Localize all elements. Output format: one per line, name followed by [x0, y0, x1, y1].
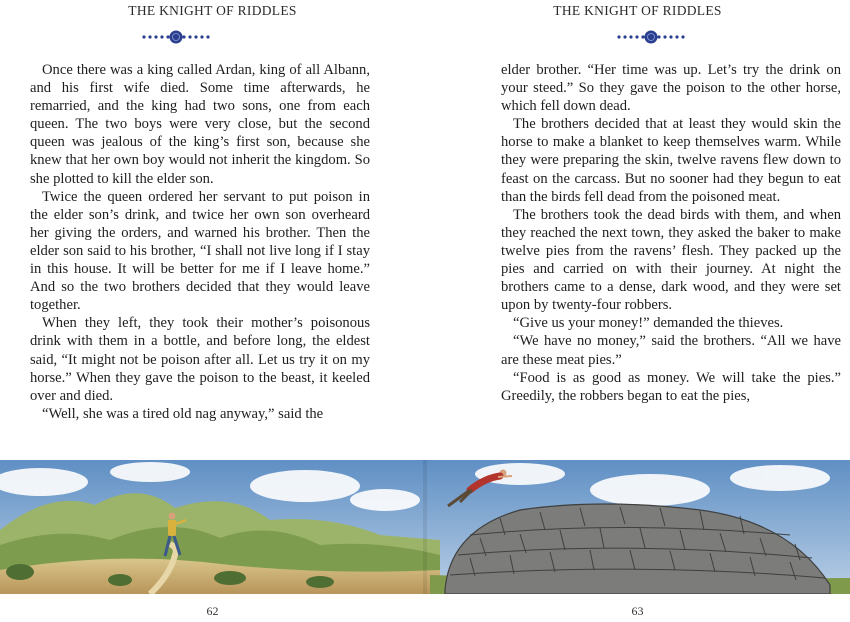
paragraph: The brothers took the dead birds with them, and when they reached the next town, they asked the baker to make twelve pies from the ravens’ flesh. They packed up the pies and carried on with their journey. At night the brothers came to a dense, dark wood, and they were set upon by twenty-four robbers. [501, 206, 841, 314]
running-head-left: THE KNIGHT OF RIDDLES [128, 3, 297, 18]
page-number-right: 63 [631, 604, 644, 618]
paragraph: elder brother. “Her time was up. Let’s try the drink on your steed.” So they gave the poison to the other horse, which fell down dead. [501, 62, 841, 115]
landscape-illustration [0, 460, 850, 594]
paragraph: The brothers decided that at least they would skin the horse to make a blanket to keep themselves warm. While they were preparing the skin, twelve ravens flew down to feast on the carcass. But no sooner had they begun to eat than the birds fell dead from the poisoned meat. [501, 116, 841, 205]
ornament-left [0, 28, 425, 46]
running-head-right: THE KNIGHT OF RIDDLES [553, 3, 722, 18]
right-text-block [501, 61, 841, 405]
paragraph: “Give us your money!” demanded the thieves. [513, 315, 784, 332]
paragraph: “Food is as good as money. We will take the pies.” Greedily, the robbers began to eat the pies, [501, 369, 841, 404]
page-number-left: 62 [206, 604, 219, 618]
ornament-right [425, 28, 850, 46]
paragraph: Twice the queen ordered her servant to put poison in the elder son’s drink, and twice her own son overheard her giving the orders, and warned his brother. Then the elder son said to his brother, “I shall not live long if I stay in this house. It will be better for me if I leave home.” And so the two brothers decided that they would leave together. [30, 188, 370, 314]
paragraph: Once there was a king called Ardan, king of all Albann, and his first wife died. Some time afterwards, he remarried, and the king had two sons, one from each queen. The two boys were very close, but the second queen was jealous of the king’s first son, because she knew that her own boy would not inherit the kingdom. So she plotted to kill the elder son. [30, 62, 370, 187]
left-text-block [30, 61, 370, 423]
paragraph: “Well, she was a tired old nag anyway,” said the [42, 405, 324, 422]
paragraph: “We have no money,” said the brothers. “All we have are these meat pies.” [501, 333, 841, 368]
paragraph: When they left, they took their mother’s poisonous drink with them in a bottle, and before long, the eldest said, “It might not be poison after all. Let us try it on my horse.” When they gave the poison to the beast, it keeled over and died. [30, 315, 370, 404]
